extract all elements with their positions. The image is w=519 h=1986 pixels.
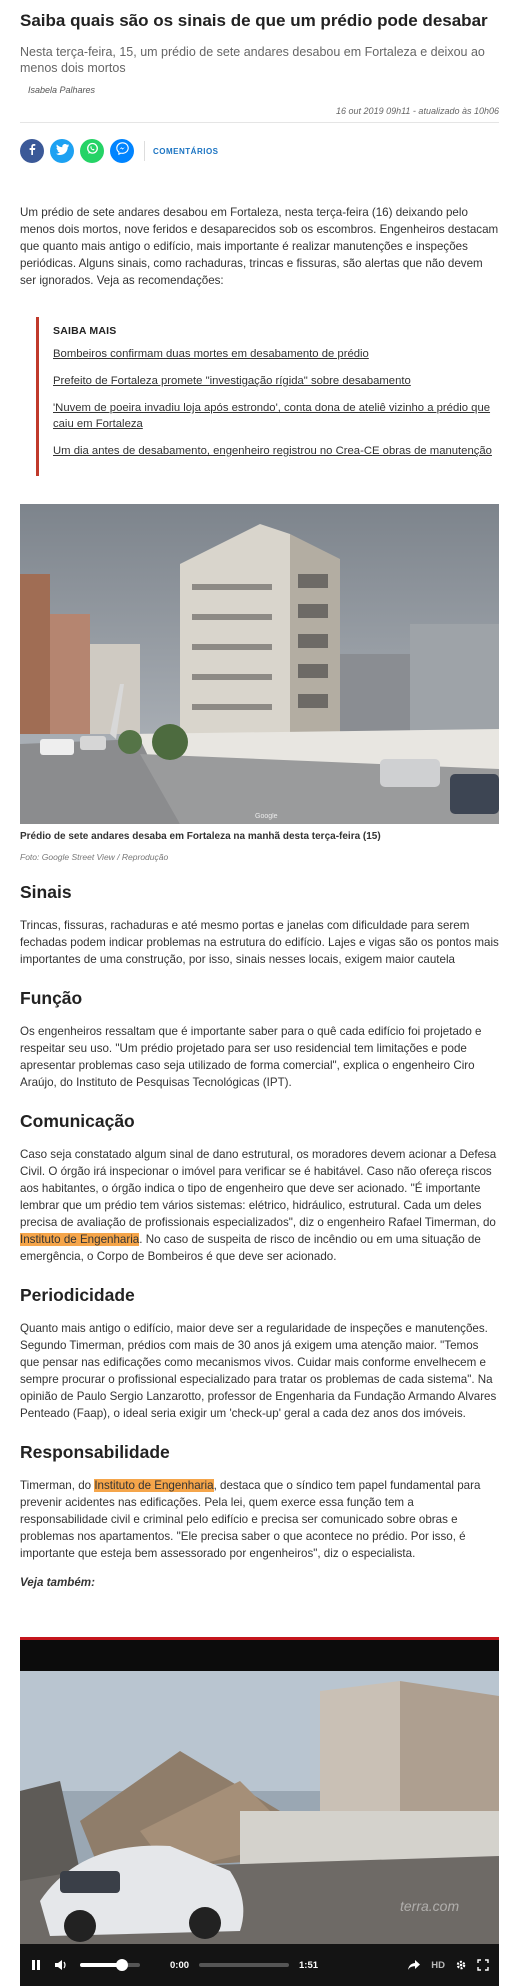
hd-button[interactable]: HD <box>431 1959 445 1971</box>
share-arrow-icon <box>407 1959 421 1971</box>
section-title-sinais: Sinais <box>20 882 72 902</box>
volume-slider[interactable] <box>80 1963 140 1967</box>
section-text-funcao: Os engenheiros ressaltam que é importante saber para o quê cada edifício foi projetado e respeitar seu uso. "Um prédio projetado para ser uso residencial tem limitações e pode apresentar problemas caso seja utilizado de forma comercial", explica o engenheiro Ciro Araújo, do Instituto de Pesquisas Tecnológicas (IPT). <box>20 1025 482 1089</box>
share-divider <box>144 141 145 161</box>
settings-button[interactable] <box>455 1959 467 1971</box>
whatsapp-icon <box>86 142 99 160</box>
text-segment: Caso seja constatado algum sinal de dano estrutural, os moradores devem acionar a Defesa Civil. O órgão irá inspecionar o imóvel para verificar se é habitável. Caso não ofereça riscos aos habitantes, o órgão indica o tipo de engenheiro que deve ser acionado. "É importante lembrar que um prédio tem vários sistemas: elétrico, hidráulico, estrutural. Cada um deles precisa de avaliação de profissionais especializados", diz o engenheiro Rafael Timerman, do <box>20 1148 497 1229</box>
text-segment: , destaca que o síndico tem papel fundamental para prevenir acidentes nas edificações. Pela lei, quem exerce essa função tem a responsabilidade civil e criminal pelo edifício e precisa ser comunicado sobre obras e problemas nos apartamentos. "Ele precisa saber o que acontece no prédio. Por isso, é importante que esteja bem assessorado por engenheiros", diz o especialista. <box>20 1479 481 1560</box>
text-segment: . No caso de suspeita de risco de incêndio ou em uma situação de emergência, o Corpo de Bombeiros é que deve ser acionado. <box>20 1233 481 1263</box>
fullscreen-icon <box>477 1959 489 1971</box>
pause-button[interactable] <box>30 1959 42 1971</box>
video-controls <box>20 1944 499 1986</box>
see-also-label: Veja também: <box>20 1576 95 1589</box>
section-title-funcao: Função <box>20 988 83 1008</box>
photo-caption: Prédio de sete andares desaba em Fortaleza na manhã desta terça-feira (15) <box>20 831 381 842</box>
section-title-periodicidade: Periodicidade <box>20 1285 135 1305</box>
photo-watermark: Google <box>255 813 278 820</box>
related-link[interactable]: Prefeito de Fortaleza promete "investigação rígida" sobre desabamento <box>53 375 411 387</box>
messenger-icon <box>116 142 129 160</box>
building-photo[interactable] <box>20 504 499 824</box>
article-author[interactable]: Isabela Palhares <box>28 85 96 95</box>
messenger-share-button[interactable] <box>110 139 134 163</box>
lead-paragraph: Um prédio de sete andares desabou em Fortaleza, nesta terça-feira (16) deixando pelo menos dois mortos, nove feridos e desaparecidos sob os escombros. Engenheiros destacam que quanto mais antigo o edifício, mais importante é realizar manutenções e inspeções periódicas. Alguns sinais, como rachaduras, trincas e fissuras, são alertas que não devem ser ignorados. Veja as recomendações: <box>20 206 499 287</box>
highlighted-term[interactable]: Instituto de Engenharia <box>20 1233 140 1246</box>
article-headline: Saiba quais são os sinais de que um prédio pode desabar <box>20 11 488 30</box>
gear-icon <box>455 1959 467 1971</box>
related-link[interactable]: Um dia antes de desabamento, engenheiro registrou no Crea-CE obras de manutenção <box>53 445 492 457</box>
twitter-share-button[interactable] <box>50 139 74 163</box>
facebook-share-button[interactable] <box>20 139 44 163</box>
current-time: 0:00 <box>170 1959 190 1971</box>
section-title-responsabilidade: Responsabilidade <box>20 1442 170 1462</box>
section-text-sinais: Trincas, fissuras, rachaduras e até mesmo portas e janelas com dificuldade para serem fechadas podem indicar problemas na estrutura do edifício. Lajes e vigas são os pontos mais importantes de uma construção, por isso, sinais nesses locais, exigem maior cautela <box>20 919 499 966</box>
share-bar <box>20 138 499 164</box>
video-frame[interactable] <box>20 1671 499 1944</box>
volume-knob[interactable] <box>116 1959 128 1971</box>
section-title-comunicacao: Comunicação <box>20 1111 135 1131</box>
whatsapp-share-button[interactable] <box>80 139 104 163</box>
facebook-icon <box>26 142 38 160</box>
pause-icon <box>30 1959 42 1971</box>
saiba-mais-title: SAIBA MAIS <box>53 325 117 337</box>
highlighted-term[interactable]: Instituto de Engenharia <box>94 1479 214 1492</box>
video-top-bar <box>20 1637 499 1671</box>
street-view-image <box>20 504 499 824</box>
fullscreen-button[interactable] <box>477 1959 489 1971</box>
photo-credit: Foto: Google Street View / Reprodução <box>20 852 169 862</box>
volume-icon <box>54 1959 68 1971</box>
share-video-button[interactable] <box>407 1959 421 1971</box>
section-text-responsabilidade <box>20 1477 499 1562</box>
saiba-mais-box <box>36 317 499 476</box>
twitter-icon <box>56 142 69 160</box>
related-link[interactable]: Bombeiros confirmam duas mortes em desabamento de prédio <box>53 348 369 360</box>
text-segment: Timerman, do <box>20 1479 95 1492</box>
video-watermark: terra.com <box>400 1898 460 1914</box>
article-date: 16 out 2019 09h11 - atualizado às 10h06 <box>20 106 499 123</box>
video-progress-bar[interactable] <box>199 1963 289 1967</box>
section-text-periodicidade: Quanto mais antigo o edifício, maior deve ser a regularidade de inspeções e manutenções. Segundo Timerman, prédios com mais de 30 anos já exigem uma atenção maior. "Temos que pensar nas edificações como mecanismos vivos. Cuidar mais conforme envelhecem e sempre procurar o profissional especializado para tratar os problemas de cada sistema". Na opinião de Paulo Sergio Lanzarotto, professor de Engenharia da Fundação Armando Alvares Penteado (Faap), o ideal seria exigir um 'check-up' geral a cada dez anos dos imóveis. <box>20 1322 497 1420</box>
video-player[interactable] <box>20 1637 499 1986</box>
article-subtitle: Nesta terça-feira, 15, um prédio de sete andares desabou em Fortaleza e deixou ao menos dois mortos <box>20 45 485 75</box>
volume-button[interactable] <box>54 1959 68 1971</box>
section-text-comunicacao <box>20 1146 499 1265</box>
video-duration: 1:51 <box>299 1959 319 1971</box>
comments-link[interactable]: COMENTÁRIOS <box>153 146 219 156</box>
related-link[interactable]: 'Nuvem de poeira invadiu loja após estrondo', conta dona de ateliê vizinho a prédio que caiu em Fortaleza <box>53 402 491 430</box>
